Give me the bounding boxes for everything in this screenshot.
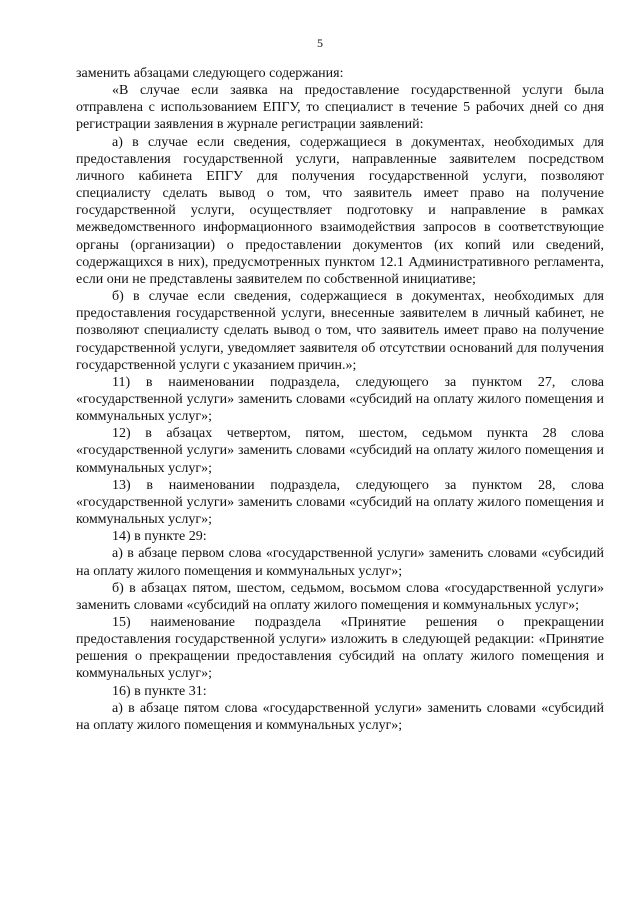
paragraph: 11) в наименовании подраздела, следующего за пунктом 27, слова «государственной услуги» заменить словами «субсидий на оплату жилого помещения и коммунальных услуг»; [76,374,604,425]
paragraph: 15) наименование подраздела «Принятие решения о прекращении предоставления государственной услуги» изложить в следующей редакции: «Принятие решения о прекращении предоставления субсидий на оплату жилого помещения и коммунальных услуг»; [76,615,604,682]
paragraph: а) в абзаце первом слова «государственной услуги» заменить словами «субсидий на оплату жилого помещения и коммунальных услуг»; [76,546,604,579]
paragraph: 14) в пункте 29: [112,529,207,545]
paragraph: б) в абзацах пятом, шестом, седьмом, восьмом слова «государственной услуги» заменить словами «субсидий на оплату жилого помещения и коммунальных услуг»; [76,580,604,613]
paragraph: 12) в абзацах четвертом, пятом, шестом, седьмом пункта 28 слова «государственной услуги» заменить словами «субсидий на оплату жилого помещения и коммунальных услуг»; [76,426,604,476]
document-body [76,65,604,734]
paragraph: а) в случае если сведения, содержащиеся в документах, необходимых для предоставления государственной услуги, направленные заявителем посредством личного кабинета ЕПГУ для получения государственной услуги, позволяют специалисту сделать вывод о том, что заявитель имеет право на получение государственной услуги, осуществляет подготовку и направление в рамках межведомственного информационного взаимодействия запросов в соответствующие органы (организации) о предоставлении документов (их копий или сведений, содержащихся в них), предусмотренных пунктом 12.1 Административного регламента, если они не представлены заявителем по собственной инициативе; [76,134,604,287]
paragraph: а) в абзаце пятом слова «государственной услуги» заменить словами «субсидий на оплату жилого помещения и коммунальных услуг»; [76,700,604,733]
page-number: 5 [317,36,323,50]
paragraph: заменить абзацами следующего содержания: [76,66,344,81]
paragraph: «В случае если заявка на предоставление государственной услуги была отправлена с использованием ЕПГУ, то специалист в течение 5 рабочих дней со дня регистрации заявления в журнале регистрации заявлений: [76,83,604,133]
paragraph: 16) в пункте 31: [112,683,207,699]
paragraph: б) в случае если сведения, содержащиеся в документах, необходимых для предоставления государственной услуги, внесенные заявителем в личный кабинет, не позволяют специалисту сделать вывод о том, что заявитель имеет право на получение государственной услуги, уведомляет заявителя об отсутствии оснований для получения государственной услуги с указанием причин.»; [76,289,604,373]
paragraph: 13) в наименовании подраздела, следующего за пунктом 28, слова «государственной услуги» заменить словами «субсидий на оплату жилого помещения и коммунальных услуг»; [76,477,604,528]
